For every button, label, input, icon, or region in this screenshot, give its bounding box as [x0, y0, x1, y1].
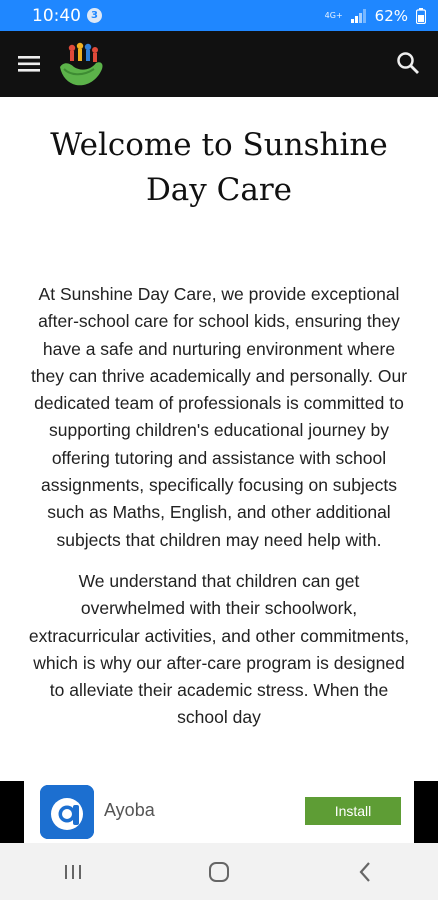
program-paragraph: We understand that children can get overwhelmed with their schoolwork, extracurricular activities, and other commitments, which is why our after-care program is designed to alleviate their academic stress. When the school day: [28, 570, 410, 728]
notification-count-badge: 3: [87, 8, 102, 23]
ayoba-app-icon[interactable]: [40, 785, 94, 839]
recents-button[interactable]: [43, 852, 103, 892]
app-bar: [0, 31, 438, 97]
back-icon: [357, 861, 373, 883]
network-type-label: 4G+: [324, 10, 343, 20]
intro-paragraph: At Sunshine Day Care, we provide exceptional after-school care for school kids, ensuring they have a safe and nurturing environment where they can thrive academically and personally. Our dedicated team of professionals is committed to supporting children's educational journey by offering tutoring and assistance with school assignments, specifically focusing on subjects such as Maths, English, and other additional subjects that children may need help with.: [30, 284, 408, 550]
sunshine-logo[interactable]: [58, 41, 106, 89]
menu-button[interactable]: [17, 53, 43, 75]
status-bar: [0, 0, 438, 31]
home-icon: [208, 861, 230, 883]
search-icon: [396, 51, 420, 75]
battery-percentage: 62%: [374, 6, 408, 25]
page-title: Welcome to Sunshine Day Care: [50, 127, 388, 208]
signal-icon: [351, 9, 367, 23]
recents-icon: [63, 863, 83, 881]
status-indicators: [325, 7, 426, 25]
menu-icon: [17, 53, 43, 75]
home-button[interactable]: [189, 852, 249, 892]
install-button[interactable]: Install: [305, 797, 401, 825]
ad-app-name: Ayoba: [104, 800, 155, 820]
battery-icon: [416, 8, 426, 24]
search-button[interactable]: [396, 51, 420, 75]
ad-content[interactable]: [24, 781, 414, 843]
system-nav-bar: [0, 843, 438, 900]
back-button[interactable]: [335, 852, 395, 892]
status-time: 10:40: [32, 5, 81, 26]
ad-banner: [0, 781, 438, 843]
main-content: [0, 97, 438, 732]
